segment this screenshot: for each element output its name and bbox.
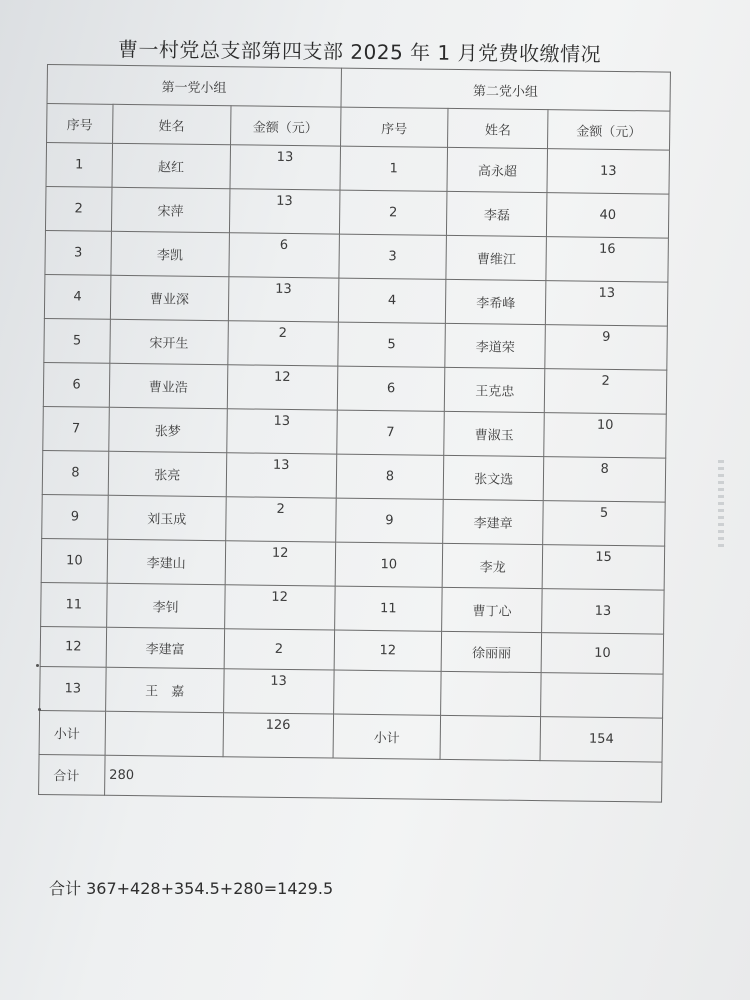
g2-row-no: 4 [338,278,446,323]
table-row [42,450,665,502]
g1-row-no: 2 [45,186,111,231]
g2-col-no: 序号 [340,107,448,147]
total-label: 合计 [39,754,105,795]
total-row [39,754,662,802]
g2-row-amount: 9 [545,325,667,370]
g2-empty-cell [541,673,663,718]
g2-row-amount: 2 [544,369,666,414]
g2-row-amount: 40 [547,193,669,238]
g2-row-name: 李希峰 [446,279,546,324]
g1-subtotal-label: 小计 [39,710,105,755]
g2-row-amount: 13 [545,281,667,326]
g1-row-name: 李建富 [106,627,224,668]
g1-row-name: 宋开生 [110,319,228,364]
g1-row-no: 12 [40,626,106,667]
g2-row-no: 2 [339,190,447,235]
g1-row-no: 9 [42,494,108,539]
g2-row-no: 5 [337,322,445,367]
g2-row-no: 1 [340,146,448,191]
group2-header: 第二党小组 [341,68,671,111]
g1-col-amount: 金额（元） [230,106,340,146]
g1-row-no: 6 [43,362,109,407]
g2-row-name: 李建章 [443,499,543,544]
table-row [41,582,664,634]
dues-table-container [39,64,671,785]
g2-col-amount: 金额（元） [548,110,670,150]
g2-subtotal-value: 154 [540,717,662,762]
g1-row-no: 7 [43,406,109,451]
g2-row-name: 曹维江 [446,235,546,280]
g1-row-amount: 2 [228,321,338,366]
g1-row-amount: 13 [223,669,333,714]
g2-empty-cell [333,670,441,715]
g2-row-name: 李磊 [447,191,547,236]
g2-row-name: 高永超 [447,147,547,192]
g2-row-amount: 13 [547,149,669,194]
g1-row-amount: 2 [225,497,335,542]
g2-row-name: 张文选 [444,455,544,500]
g1-row-name: 王 嘉 [106,667,224,712]
g1-row-amount: 13 [229,189,339,234]
table-row [42,494,665,546]
g1-row-name: 李钊 [107,583,225,628]
g1-row-amount: 12 [224,585,334,630]
g2-row-name: 李龙 [442,543,542,588]
g1-row-no: 10 [41,538,107,583]
g2-subtotal-label: 小计 [333,714,441,759]
g2-row-amount: 5 [543,501,665,546]
g1-row-amount: 13 [226,409,336,454]
g2-row-name: 徐丽丽 [441,631,541,672]
g2-row-amount: 15 [542,545,664,590]
g2-empty-cell [441,671,541,716]
table-row [44,318,667,370]
table-row [41,538,664,590]
g1-row-amount: 6 [229,233,339,278]
g1-row-no: 13 [40,666,106,711]
dues-table [38,64,671,803]
g2-row-no: 7 [336,410,444,455]
g1-row-name: 张亮 [108,451,226,496]
g1-row-amount: 13 [226,453,336,498]
g1-col-name: 姓名 [112,104,230,144]
g2-row-name: 李道荣 [445,323,545,368]
g1-row-no: 1 [46,143,112,188]
table-row [45,230,668,282]
g1-row-amount: 13 [228,277,338,322]
g1-row-amount: 12 [225,541,335,586]
g2-row-name: 曹丁心 [442,587,542,632]
table-row [46,143,669,195]
g1-row-name: 张梦 [109,407,227,452]
table-row [44,274,667,326]
g1-row-no: 11 [41,582,107,627]
table-row [43,406,666,458]
g1-subtotal-empty [105,711,223,756]
g2-row-name: 王克忠 [445,367,545,412]
g1-row-amount: 2 [224,629,334,670]
g1-row-no: 5 [44,318,110,363]
g1-row-name: 李凯 [111,231,229,276]
g2-row-no: 6 [337,366,445,411]
table-row [40,666,663,718]
total-value: 280 [104,755,662,802]
g1-row-name: 曹业深 [110,275,228,320]
g2-row-name: 曹淑玉 [444,411,544,456]
g2-row-no: 12 [334,630,442,671]
g1-row-amount: 12 [227,365,337,410]
footer-formula: 合计 367+428+354.5+280=1429.5 [49,879,334,898]
g2-subtotal-empty [440,715,540,760]
g1-row-name: 曹业浩 [109,363,227,408]
g1-row-name: 宋萍 [111,187,229,232]
g1-row-name: 刘玉成 [108,495,226,540]
subtotal-row [39,710,662,762]
g1-row-no: 4 [44,274,110,319]
g2-row-amount: 13 [542,589,664,634]
paper-speck [38,708,41,711]
g1-row-name: 李建山 [107,539,225,584]
g2-row-no: 3 [338,234,446,279]
g1-row-name: 赵红 [112,143,230,188]
table-row [43,362,666,414]
g1-row-no: 3 [45,230,111,275]
table-row [45,186,668,238]
g2-row-no: 8 [336,454,444,499]
g1-row-amount: 13 [230,145,340,190]
g1-row-no: 8 [42,450,108,495]
paper-edge-shadow [718,460,724,550]
g2-row-amount: 10 [544,413,666,458]
group1-header: 第一党小组 [47,65,341,108]
g2-row-no: 10 [335,542,443,587]
g1-subtotal-value: 126 [223,713,333,758]
paper-speck [36,664,39,667]
g2-row-amount: 10 [541,633,663,674]
g1-col-no: 序号 [47,104,113,144]
document-title: 曹一村党总支部第四支部 2025 年 1 月党费收缴情况 [117,37,602,67]
g2-row-no: 11 [334,586,442,631]
g2-row-amount: 16 [546,237,668,282]
g2-row-amount: 8 [543,457,665,502]
g2-col-name: 姓名 [448,108,548,148]
g2-row-no: 9 [335,498,443,543]
